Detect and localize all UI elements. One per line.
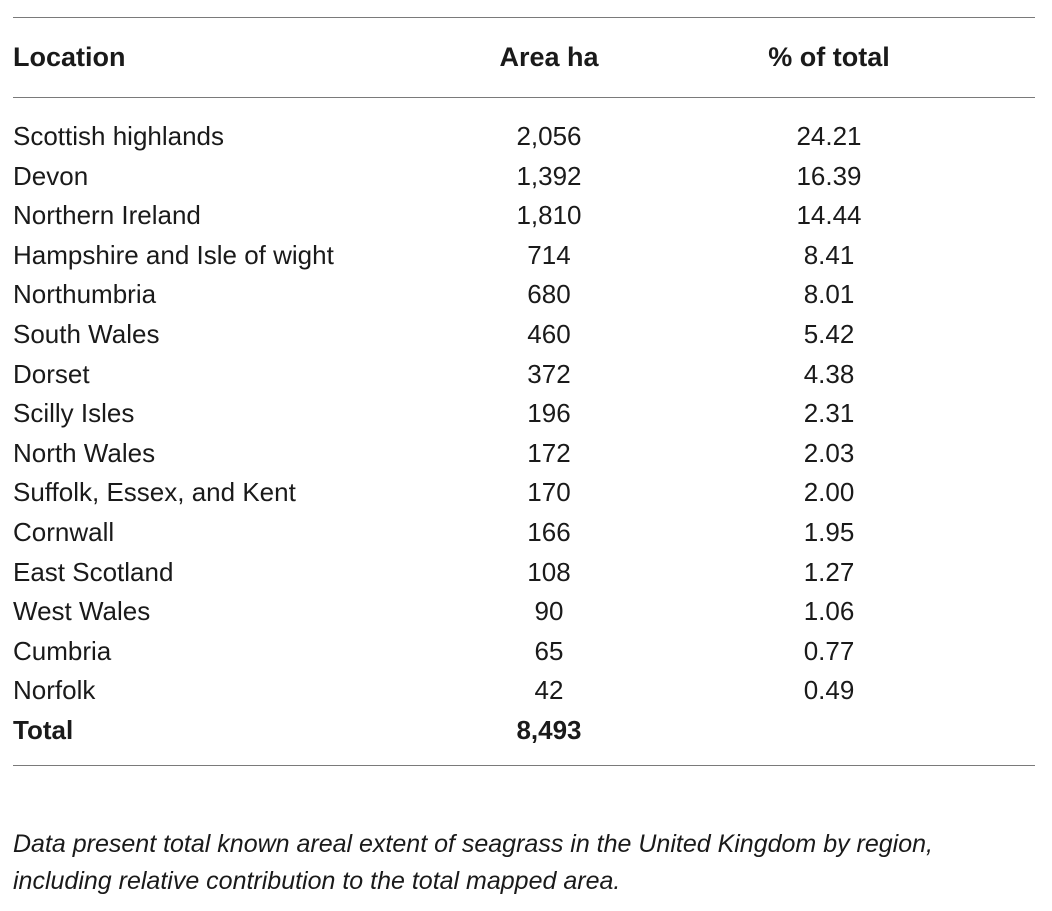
table-row: [13, 275, 1035, 315]
cell-location: Cumbria: [13, 635, 112, 666]
cell-area: 90: [534, 596, 564, 627]
table-row: [13, 434, 1035, 474]
cell-location: East Scotland: [13, 556, 174, 587]
cell-area: 108: [527, 556, 571, 587]
table-row: [13, 315, 1035, 355]
cell-area: 1,810: [516, 200, 582, 231]
cell-area: 196: [527, 398, 571, 429]
table-row: [13, 553, 1035, 593]
total-row: [13, 711, 1035, 765]
seagrass-table: [13, 17, 1035, 766]
cell-area: 460: [527, 318, 571, 349]
cell-percent: 16.39: [796, 160, 862, 191]
cell-percent: 2.03: [803, 437, 855, 468]
table-row: [13, 473, 1035, 513]
cell-location: Scottish highlands: [13, 121, 225, 151]
table-row: [13, 98, 1035, 157]
cell-location: Devon: [13, 160, 89, 191]
cell-percent: 1.27: [803, 556, 855, 587]
cell-area: 1,392: [516, 160, 582, 191]
table-row: [13, 236, 1035, 276]
table-row: [13, 632, 1035, 672]
cell-percent: 0.49: [803, 675, 855, 706]
cell-area: 172: [527, 437, 571, 468]
cell-area: 170: [527, 477, 571, 508]
header-percent: % of total: [768, 42, 890, 72]
table-row: [13, 513, 1035, 553]
cell-percent: 5.42: [803, 318, 855, 349]
data-table: [13, 18, 1035, 97]
cell-percent: 0.77: [803, 635, 855, 666]
cell-location: Northumbria: [13, 279, 157, 310]
cell-percent: 24.21: [796, 121, 862, 151]
table-header: [13, 18, 1035, 97]
table-row: [13, 196, 1035, 236]
cell-area: 42: [534, 675, 564, 706]
data-table-body: [13, 98, 1035, 765]
cell-percent: 1.95: [803, 516, 855, 547]
cell-percent: 1.06: [803, 596, 855, 627]
cell-location: Suffolk, Essex, and Kent: [13, 477, 296, 508]
cell-location: South Wales: [13, 318, 160, 349]
table-body: [13, 98, 1035, 765]
cell-percent: 14.44: [796, 200, 862, 231]
table-row: [13, 671, 1035, 711]
table-row: [13, 355, 1035, 395]
total-label: Total: [13, 714, 74, 745]
header-row: [13, 18, 1035, 97]
cell-area: 680: [527, 279, 571, 310]
table-footnote: Data present total known areal extent of seagrass in the United Kingdom by region, including relative contribution to the total mapped area.: [13, 830, 933, 895]
cell-area: 372: [527, 358, 571, 389]
cell-percent: 8.01: [803, 279, 855, 310]
header-location: Location: [13, 42, 126, 72]
cell-location: Hampshire and Isle of wight: [13, 239, 334, 270]
cell-percent: 2.00: [803, 477, 855, 508]
cell-location: Cornwall: [13, 516, 115, 547]
total-percent: [663, 711, 1035, 765]
cell-location: Norfolk: [13, 675, 96, 706]
bottom-rule: [13, 765, 1035, 766]
table-row: [13, 592, 1035, 632]
cell-percent: 4.38: [803, 358, 855, 389]
cell-percent: 8.41: [803, 239, 855, 270]
table-row: [13, 394, 1035, 434]
cell-location: Northern Ireland: [13, 200, 201, 231]
cell-location: Dorset: [13, 358, 90, 389]
cell-location: Scilly Isles: [13, 398, 135, 429]
cell-location: North Wales: [13, 437, 156, 468]
table-row: [13, 157, 1035, 197]
cell-area: 166: [527, 516, 571, 547]
header-area: Area ha: [499, 42, 599, 72]
cell-percent: 2.31: [803, 398, 855, 429]
cell-location: West Wales: [13, 596, 151, 627]
cell-area: 714: [527, 239, 571, 270]
total-area: 8,493: [516, 714, 582, 745]
cell-area: 65: [534, 635, 564, 666]
cell-area: 2,056: [516, 121, 582, 151]
